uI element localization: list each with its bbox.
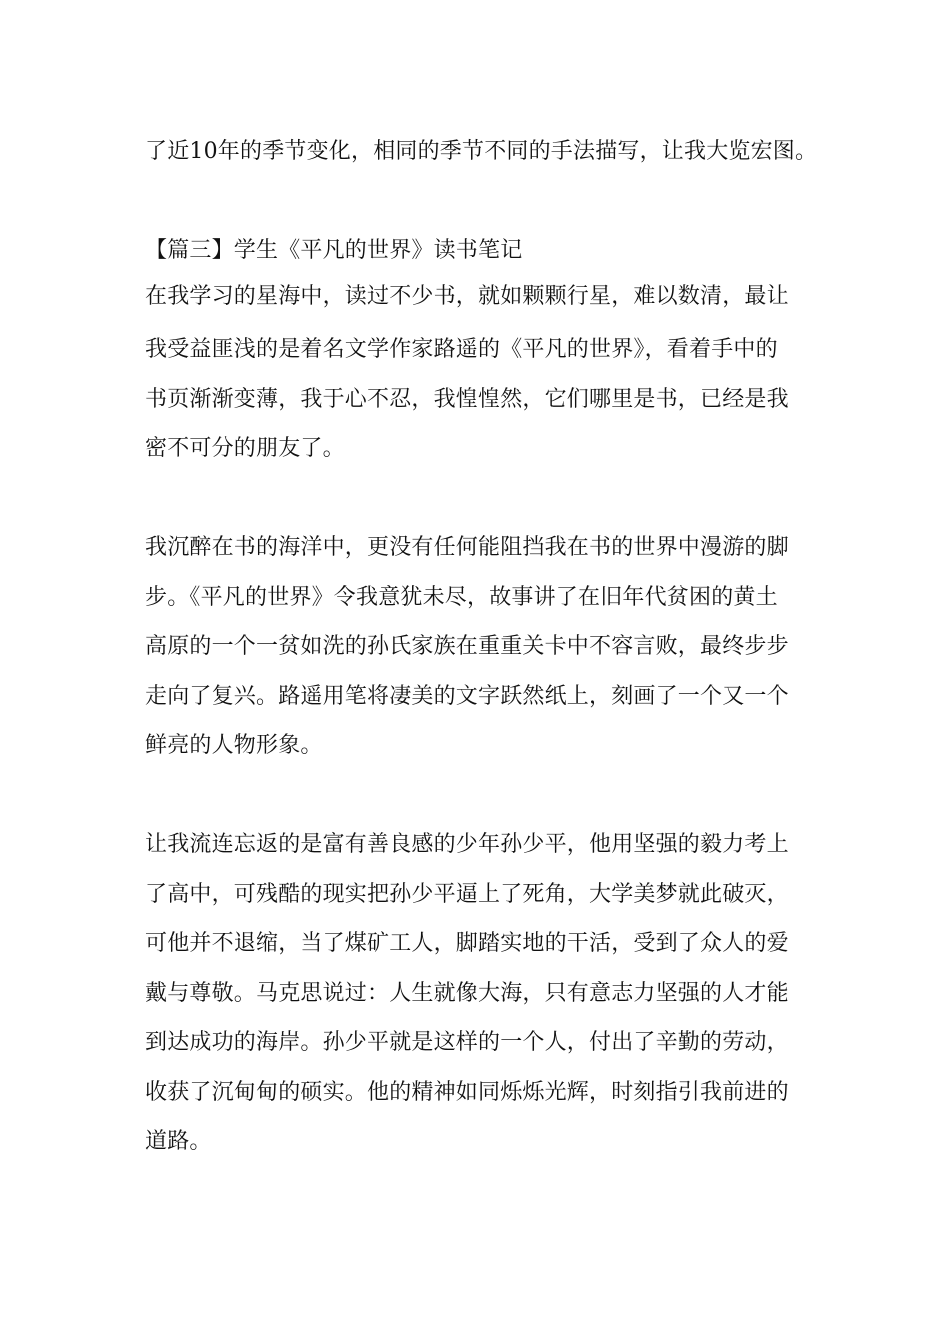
text-line: 我沉醉在书的海洋中，更没有任何能阻挡我在书的世界中漫游的脚 bbox=[145, 535, 789, 560]
intro-line: 了近10年的季节变化，相同的季节不同的手法描写，让我大览宏图。 bbox=[145, 139, 818, 164]
text-line: 高原的一个一贫如洗的孙氏家族在重重关卡中不容言败，最终步步 bbox=[145, 634, 789, 659]
text-line: 鲜亮的人物形象。 bbox=[145, 733, 323, 758]
text-line: 道路。 bbox=[145, 1129, 212, 1154]
text-line: 了高中，可残酷的现实把孙少平逼上了死角，大学美梦就此破灭， bbox=[145, 882, 789, 907]
text-line: 在我学习的星海中，读过不少书，就如颗颗行星，难以数清，最让 bbox=[145, 284, 789, 309]
text-line: 书页渐渐变薄，我于心不忍，我惶惶然，它们哪里是书，已经是我 bbox=[145, 387, 789, 412]
text-line: 我受益匪浅的是着名文学作家路遥的《平凡的世界》，看着手中的 bbox=[145, 337, 778, 362]
text-line: 收获了沉甸甸的硕实。他的精神如同烁烁光辉，时刻指引我前进的 bbox=[145, 1080, 789, 1105]
text-line: 可他并不退缩，当了煤矿工人，脚踏实地的干活，受到了众人的爱 bbox=[145, 931, 789, 956]
text-line: 步。《平凡的世界》令我意犹未尽，故事讲了在旧年代贫困的黄土 bbox=[145, 585, 778, 610]
text-line: 密不可分的朋友了。 bbox=[145, 436, 345, 461]
text-line: 走向了复兴。路遥用笔将凄美的文字跃然纸上，刻画了一个又一个 bbox=[145, 684, 789, 709]
text-line: 戴与尊敬。马克思说过：人生就像大海，只有意志力坚强的人才能 bbox=[145, 981, 789, 1006]
text-line: 让我流连忘返的是富有善良感的少年孙少平，他用坚强的毅力考上 bbox=[145, 832, 789, 857]
section-heading: 【篇三】学生《平凡的世界》读书笔记 bbox=[145, 238, 523, 263]
text-line: 到达成功的海岸。孙少平就是这样的一个人，付出了辛勤的劳动， bbox=[145, 1030, 789, 1055]
